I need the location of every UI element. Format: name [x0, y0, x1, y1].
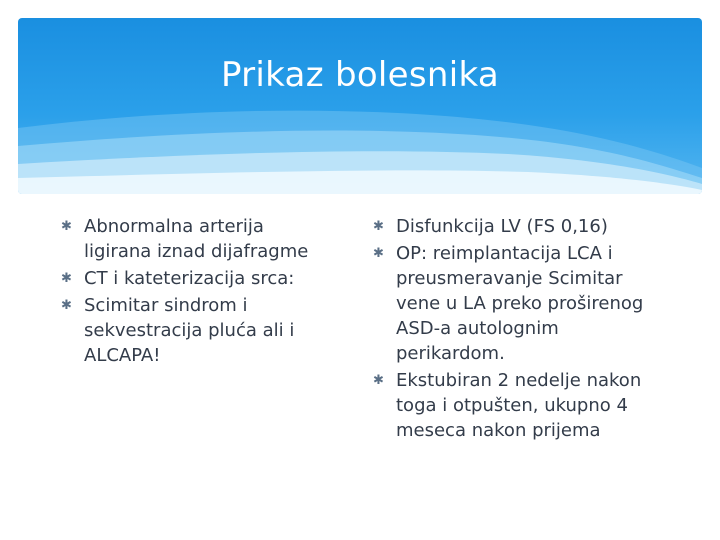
list-item — [60, 214, 335, 264]
list-item — [372, 214, 662, 239]
wave-decoration — [18, 18, 702, 194]
bullet-text: Ekstubiran 2 nedelje nakon toga i otpušten, ukupno 4 meseca nakon prijema — [396, 370, 642, 441]
asterisk-icon: ✱ — [61, 271, 72, 286]
list-item — [372, 241, 662, 366]
asterisk-icon: ✱ — [373, 373, 384, 388]
asterisk-icon: ✱ — [61, 219, 72, 234]
right-column — [372, 214, 662, 445]
asterisk-icon: ✱ — [373, 246, 384, 261]
right-bullet-list — [372, 214, 662, 443]
asterisk-icon: ✱ — [61, 298, 72, 313]
title-banner — [18, 18, 702, 194]
list-item — [372, 368, 662, 443]
list-item — [60, 293, 335, 368]
list-item — [60, 266, 335, 291]
bullet-text: Disfunkcija LV (FS 0,16) — [396, 216, 608, 237]
asterisk-icon: ✱ — [373, 219, 384, 234]
bullet-text: Abnormalna arterija ligirana iznad dijafragme — [84, 216, 309, 262]
bullet-text: Scimitar sindrom i sekvestracija pluća ali i ALCAPA! — [84, 295, 295, 366]
page-title: Prikaz bolesnika — [220, 55, 500, 95]
bullet-text: CT i kateterizacija srca: — [84, 268, 295, 289]
left-column — [60, 214, 335, 370]
bullet-text: OP: reimplantacija LCA i preusmeravanje Scimitar vene u LA preko proširenog ASD-a autolognim perikardom. — [396, 243, 644, 364]
left-bullet-list — [60, 214, 335, 368]
